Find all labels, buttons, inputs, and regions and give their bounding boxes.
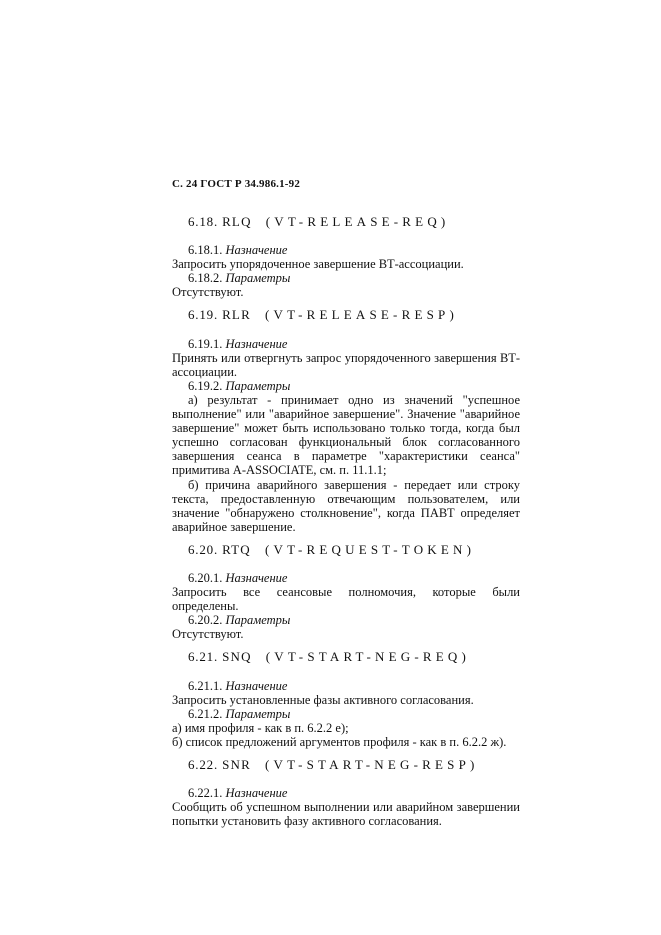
subsection-number: 6.20.2. bbox=[188, 613, 223, 628]
section-name: (VT-RELEASE-RESP) bbox=[265, 307, 458, 323]
subsection-number: 6.18.1. bbox=[188, 243, 223, 258]
section-heading bbox=[188, 215, 520, 229]
paragraph: Запросить упорядоченное завершение ВТ-ассоциации. bbox=[172, 257, 464, 272]
list-item: б) причина аварийного завершения - передает или строку текста, предоставленную отвечающим пользователем, или значение "обнаружено столкновение", когда ПАВТ определяет аварийное завершение. bbox=[172, 477, 520, 534]
section-number: 6.22. bbox=[188, 757, 218, 772]
section-6-22 bbox=[172, 758, 520, 828]
section-name: (VT-RELEASE-REQ) bbox=[265, 214, 450, 229]
section-name: (VT-REQUEST-TOKEN) bbox=[264, 541, 476, 557]
section-code: SNR bbox=[222, 757, 251, 772]
section-code: RLR bbox=[222, 307, 251, 323]
section-number: 6.18. bbox=[188, 214, 218, 229]
subsection-number: 6.22.1. bbox=[188, 786, 223, 801]
subsection-number: 6.20.1. bbox=[188, 570, 223, 585]
subsection-heading bbox=[172, 243, 520, 257]
paragraph: Запросить установленные фазы активного согласования. bbox=[172, 692, 474, 707]
page-header: С. 24 ГОСТ Р 34.986.1-92 bbox=[172, 178, 301, 190]
subsection-number: 6.18.2. bbox=[188, 271, 223, 286]
subsection-label: Назначение bbox=[225, 786, 288, 801]
subsection-number: 6.19.2. bbox=[188, 378, 223, 393]
section-6-20 bbox=[172, 543, 520, 642]
subsection-number: 6.21.1. bbox=[188, 678, 223, 693]
section-heading bbox=[188, 308, 520, 322]
section-number: 6.20. bbox=[188, 541, 218, 557]
section-number: 6.21. bbox=[188, 649, 218, 665]
subsection-heading bbox=[172, 571, 520, 585]
paragraph: Запросить все сеансовые полномочия, которые были определены. bbox=[172, 585, 520, 614]
subsection-label: Назначение bbox=[225, 243, 288, 258]
subsection-label: Параметры bbox=[225, 706, 291, 721]
subsection-label: Назначение bbox=[225, 336, 288, 351]
section-6-18 bbox=[172, 215, 520, 299]
paragraph: Сообщить об успешном выполнении или аварийном завершении попытки установить фазу активного согласования. bbox=[172, 800, 520, 829]
subsection-heading bbox=[172, 337, 520, 351]
list-item: а) имя профиля - как в п. 6.2.2 е); bbox=[172, 720, 349, 735]
subsection-heading bbox=[172, 786, 520, 800]
subsection-heading bbox=[172, 679, 520, 693]
document-body bbox=[172, 206, 520, 828]
subsection-number: 6.19.1. bbox=[188, 336, 223, 351]
section-code: RTQ bbox=[222, 541, 251, 557]
subsection-heading bbox=[172, 271, 520, 285]
section-number: 6.19. bbox=[188, 307, 218, 323]
section-6-19 bbox=[172, 308, 520, 533]
list-item: а) результат - принимает одно из значений "успешное выполнение" или "аварийное завершение". Значение "аварийное завершение" может быть использовано только тогда, когда был успешно согласован функциональный блок согласованного завершения сеанса в параметре "характеристики сеанса" примитива A-ASSOCIATE, см. п. 11.1.1; bbox=[172, 392, 520, 478]
subsection-heading bbox=[172, 379, 520, 393]
paragraph: Отсутствуют. bbox=[172, 285, 244, 300]
section-name: (VT-START-NEG-REQ) bbox=[265, 649, 470, 665]
section-code: RLQ bbox=[222, 214, 252, 229]
subsection-label: Назначение bbox=[225, 678, 288, 693]
section-6-21 bbox=[172, 650, 520, 749]
subsection-label: Параметры bbox=[225, 271, 291, 286]
section-heading bbox=[188, 650, 520, 664]
subsection-heading bbox=[172, 707, 520, 721]
paragraph: Отсутствуют. bbox=[172, 627, 244, 642]
section-heading bbox=[188, 758, 520, 772]
section-code: SNQ bbox=[222, 649, 252, 665]
subsection-label: Назначение bbox=[225, 570, 288, 585]
subsection-label: Параметры bbox=[225, 378, 291, 393]
section-heading bbox=[188, 543, 520, 557]
subsection-number: 6.21.2. bbox=[188, 706, 223, 721]
paragraph: Принять или отвергнуть запрос упорядоченного завершения ВТ-ассоциации. bbox=[172, 350, 520, 379]
section-name: (VT-START-NEG-RESP) bbox=[265, 757, 479, 772]
list-item: б) список предложений аргументов профиля - как в п. 6.2.2 ж). bbox=[172, 734, 507, 749]
subsection-label: Параметры bbox=[225, 613, 291, 628]
subsection-heading bbox=[172, 613, 520, 627]
